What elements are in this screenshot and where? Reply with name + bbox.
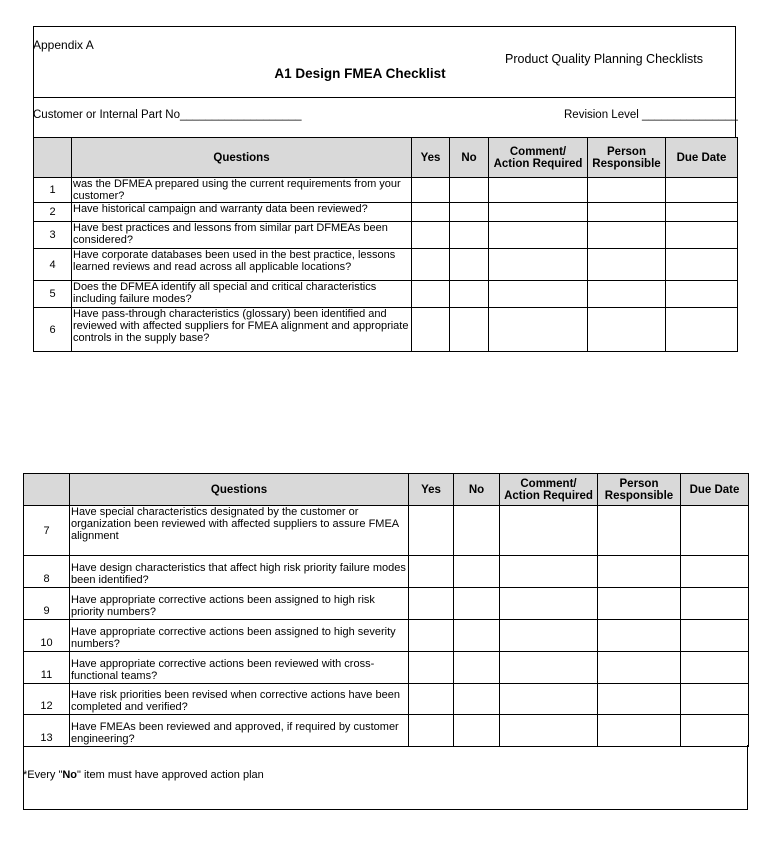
comment-cell[interactable] bbox=[500, 715, 598, 747]
person-cell[interactable] bbox=[598, 506, 681, 556]
part-no-field: Customer or Internal Part No___________________ bbox=[33, 109, 302, 121]
due-date-cell[interactable] bbox=[681, 715, 749, 747]
row-number: 3 bbox=[34, 222, 72, 249]
due-date-header: Due Date bbox=[681, 474, 749, 506]
question-text: Have appropriate corrective actions been assigned to high risk priority numbers? bbox=[70, 588, 409, 620]
question-text: Have appropriate corrective actions been reviewed with cross-functional teams? bbox=[70, 652, 409, 684]
person-cell[interactable] bbox=[598, 684, 681, 715]
person-header bbox=[598, 474, 681, 506]
person-cell[interactable] bbox=[598, 620, 681, 652]
table-header-row bbox=[24, 474, 749, 506]
page-title: A1 Design FMEA Checklist bbox=[274, 66, 446, 81]
due-date-cell[interactable] bbox=[666, 222, 738, 249]
comment-header-line1: Comment/ bbox=[509, 145, 567, 158]
person-cell[interactable] bbox=[588, 222, 666, 249]
question-text: Have best practices and lessons from similar part DFMEAs been considered? bbox=[72, 222, 412, 249]
questions-header: Questions bbox=[70, 474, 409, 506]
question-text: Have FMEAs been reviewed and approved, if required by customer engineering? bbox=[70, 715, 409, 747]
comment-cell[interactable] bbox=[489, 178, 588, 203]
row-number: 1 bbox=[34, 178, 72, 203]
due-date-cell[interactable] bbox=[681, 506, 749, 556]
question-text: Does the DFMEA identify all special and critical characteristics including failure modes? bbox=[72, 281, 412, 308]
appendix-label: Appendix A bbox=[33, 38, 94, 52]
table-row bbox=[34, 308, 738, 352]
due-date-cell[interactable] bbox=[666, 203, 738, 222]
comment-header bbox=[500, 474, 598, 506]
no-cell[interactable] bbox=[450, 222, 489, 249]
yes-cell[interactable] bbox=[409, 652, 454, 684]
no-cell[interactable] bbox=[450, 178, 489, 203]
questions-header: Questions bbox=[72, 138, 412, 178]
yes-cell[interactable] bbox=[412, 222, 450, 249]
person-header-line1: Person bbox=[619, 477, 659, 490]
table-row bbox=[24, 588, 749, 620]
person-header-line2: Responsible bbox=[604, 489, 674, 502]
due-date-cell[interactable] bbox=[666, 249, 738, 281]
row-number: 4 bbox=[34, 249, 72, 281]
person-cell[interactable] bbox=[588, 308, 666, 352]
comment-cell[interactable] bbox=[489, 308, 588, 352]
no-cell[interactable] bbox=[454, 506, 500, 556]
comment-cell[interactable] bbox=[489, 249, 588, 281]
comment-header bbox=[489, 138, 588, 178]
footer-note bbox=[23, 769, 264, 781]
yes-cell[interactable] bbox=[409, 556, 454, 588]
table-header-row bbox=[34, 138, 738, 178]
due-date-cell[interactable] bbox=[681, 684, 749, 715]
no-cell[interactable] bbox=[454, 684, 500, 715]
number-header bbox=[34, 138, 72, 178]
question-text: Have corporate databases been used in the best practice, lessons learned reviews and read across all applicable locations? bbox=[72, 249, 412, 281]
footer-note-suffix: " item must have approved action plan bbox=[77, 769, 264, 781]
comment-cell[interactable] bbox=[489, 203, 588, 222]
yes-cell[interactable] bbox=[409, 620, 454, 652]
question-text: Have risk priorities been revised when corrective actions have been completed and verified? bbox=[70, 684, 409, 715]
no-cell[interactable] bbox=[450, 249, 489, 281]
table-row bbox=[24, 715, 749, 747]
comment-cell[interactable] bbox=[500, 684, 598, 715]
comment-cell[interactable] bbox=[500, 556, 598, 588]
yes-cell[interactable] bbox=[412, 203, 450, 222]
yes-cell[interactable] bbox=[409, 506, 454, 556]
row-number: 9 bbox=[24, 588, 70, 620]
due-date-cell[interactable] bbox=[681, 652, 749, 684]
comment-header-line2: Action Required bbox=[493, 157, 583, 170]
row-number: 7 bbox=[24, 506, 70, 556]
revision-level-field: Revision Level _______________ bbox=[564, 109, 738, 121]
comment-cell[interactable] bbox=[489, 281, 588, 308]
row-number: 8 bbox=[24, 556, 70, 588]
comment-cell[interactable] bbox=[500, 506, 598, 556]
row-number: 10 bbox=[24, 620, 70, 652]
checklist-table-2 bbox=[23, 473, 749, 747]
table-row bbox=[34, 249, 738, 281]
question-text: Have historical campaign and warranty data been reviewed? bbox=[72, 203, 412, 222]
number-header bbox=[24, 474, 70, 506]
due-date-cell[interactable] bbox=[666, 308, 738, 352]
row-number: 12 bbox=[24, 684, 70, 715]
no-cell[interactable] bbox=[454, 620, 500, 652]
yes-cell[interactable] bbox=[409, 588, 454, 620]
no-header: No bbox=[454, 474, 500, 506]
table-row bbox=[24, 556, 749, 588]
table-row bbox=[24, 684, 749, 715]
due-date-cell[interactable] bbox=[681, 588, 749, 620]
person-cell[interactable] bbox=[598, 652, 681, 684]
person-cell[interactable] bbox=[598, 588, 681, 620]
comment-header-line2: Action Required bbox=[504, 489, 593, 502]
comment-cell[interactable] bbox=[489, 222, 588, 249]
yes-cell[interactable] bbox=[412, 249, 450, 281]
yes-cell[interactable] bbox=[412, 178, 450, 203]
table-row bbox=[34, 178, 738, 203]
due-date-cell[interactable] bbox=[666, 178, 738, 203]
question-text: Have pass-through characteristics (glossary) been identified and reviewed with affected suppliers for FMEA alignment and appropriate controls in the supply base? bbox=[72, 308, 412, 352]
question-text: Have appropriate corrective actions been assigned to high severity numbers? bbox=[70, 620, 409, 652]
comment-cell[interactable] bbox=[500, 620, 598, 652]
row-number: 2 bbox=[34, 203, 72, 222]
due-date-header: Due Date bbox=[666, 138, 738, 178]
table-row bbox=[34, 281, 738, 308]
no-cell[interactable] bbox=[450, 203, 489, 222]
no-cell[interactable] bbox=[454, 588, 500, 620]
yes-cell[interactable] bbox=[412, 308, 450, 352]
no-cell[interactable] bbox=[450, 308, 489, 352]
table-row bbox=[34, 222, 738, 249]
footer-note-prefix: *Every " bbox=[23, 769, 63, 781]
no-header: No bbox=[450, 138, 489, 178]
person-header-line2: Responsible bbox=[592, 157, 661, 170]
page-subtitle: Product Quality Planning Checklists bbox=[505, 52, 704, 66]
comment-cell[interactable] bbox=[500, 652, 598, 684]
row-number: 13 bbox=[24, 715, 70, 747]
comment-header-line1: Comment/ bbox=[520, 477, 577, 490]
yes-header: Yes bbox=[412, 138, 450, 178]
no-cell[interactable] bbox=[454, 715, 500, 747]
row-number: 5 bbox=[34, 281, 72, 308]
person-cell[interactable] bbox=[588, 203, 666, 222]
person-cell[interactable] bbox=[598, 715, 681, 747]
table-row bbox=[24, 620, 749, 652]
no-cell[interactable] bbox=[454, 652, 500, 684]
table-row bbox=[24, 506, 749, 556]
table-row bbox=[24, 652, 749, 684]
yes-cell[interactable] bbox=[409, 715, 454, 747]
person-cell[interactable] bbox=[588, 249, 666, 281]
checklist-table-1 bbox=[33, 137, 738, 352]
due-date-cell[interactable] bbox=[681, 556, 749, 588]
question-text: was the DFMEA prepared using the current requirements from your customer? bbox=[72, 178, 412, 203]
footer-note-bold: No bbox=[62, 769, 78, 781]
table-row bbox=[34, 203, 738, 222]
no-cell[interactable] bbox=[450, 281, 489, 308]
person-cell[interactable] bbox=[588, 178, 666, 203]
comment-cell[interactable] bbox=[500, 588, 598, 620]
row-number: 11 bbox=[24, 652, 70, 684]
yes-header: Yes bbox=[409, 474, 454, 506]
question-text: Have special characteristics designated by the customer or organization been reviewed with affected suppliers to assure FMEA alignment bbox=[70, 506, 409, 556]
person-cell[interactable] bbox=[588, 281, 666, 308]
due-date-cell[interactable] bbox=[681, 620, 749, 652]
row-number: 6 bbox=[34, 308, 72, 352]
no-cell[interactable] bbox=[454, 556, 500, 588]
due-date-cell[interactable] bbox=[666, 281, 738, 308]
question-text: Have design characteristics that affect high risk priority failure modes been identified? bbox=[70, 556, 409, 588]
person-cell[interactable] bbox=[598, 556, 681, 588]
person-header bbox=[588, 138, 666, 178]
person-header-line1: Person bbox=[607, 145, 646, 158]
yes-cell[interactable] bbox=[409, 684, 454, 715]
yes-cell[interactable] bbox=[412, 281, 450, 308]
